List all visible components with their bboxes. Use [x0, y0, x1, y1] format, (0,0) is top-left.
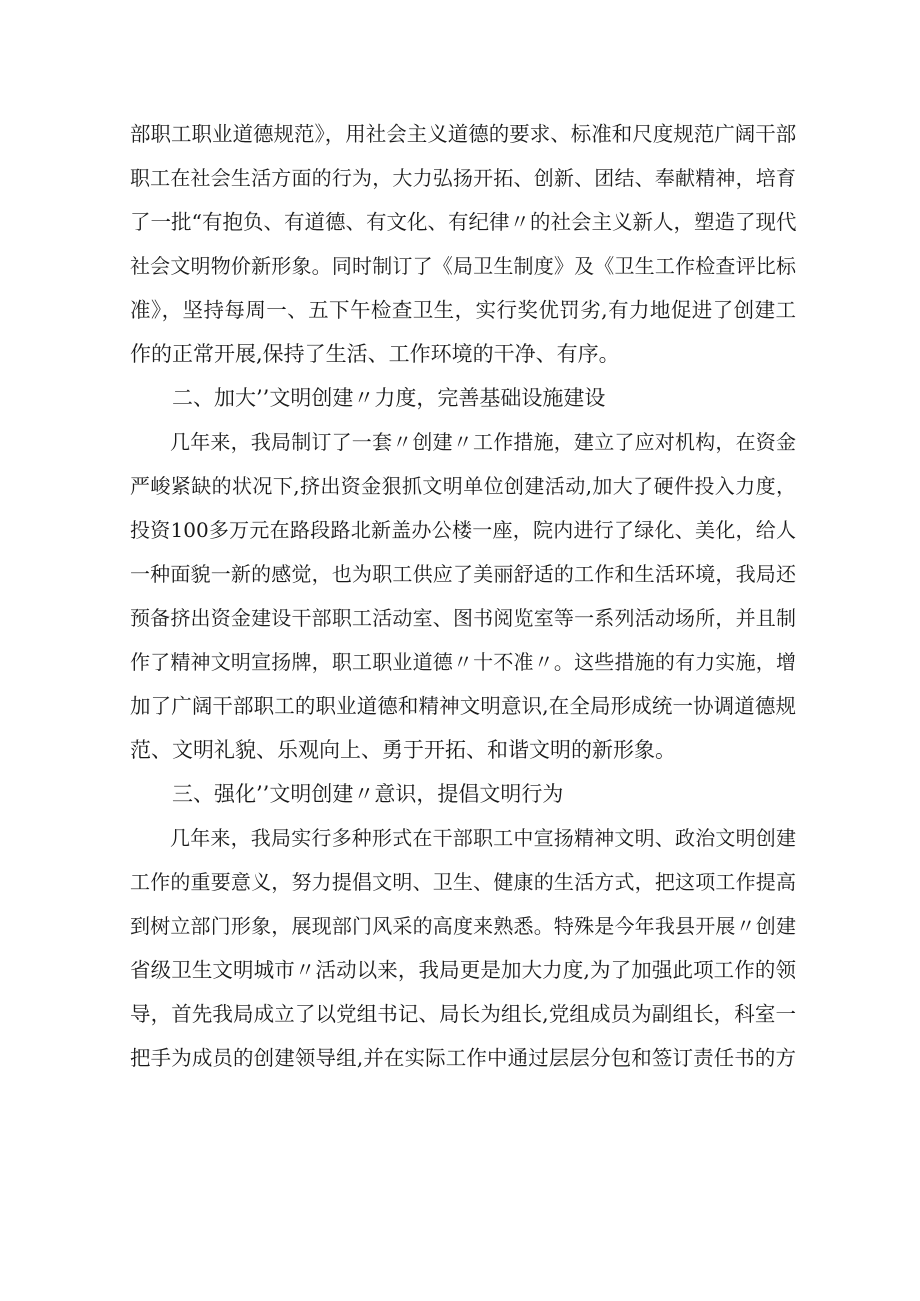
document-body [130, 112, 796, 1080]
text-line: 社会文明物价新形象。同时制订了《局卫生制度》及《卫生工作检查评比标 [130, 254, 796, 278]
text-line: 省级卫生文明城市〃活动以来，我局更是加大力度,为了加强此项工作的领 [130, 958, 796, 982]
text-line: 作的正常开展,保持了生活、工作环境的干净、有序。 [130, 342, 620, 366]
text-line: 了一批“有抱负、有道德、有文化、有纪律〃的社会主义新人，塑造了现代 [130, 210, 797, 234]
text-line: 把手为成员的创建领导组,并在实际工作中通过层层分包和签订责任书的方 [130, 1046, 796, 1070]
text-line: 投资100多万元在路段路北新盖办公楼一座，院内进行了绿化、美化，给人 [130, 518, 796, 542]
text-line: 作了精神文明宣扬牌，职工职业道德〃十不准〃。这些措施的有力实施，增 [130, 650, 796, 674]
section-heading: 二、加大’’文明创建〃力度，完善基础设施建设 [172, 386, 606, 410]
text-line: 到树立部门形象，展现部门风采的高度来熟悉。特殊是今年我县开展〃创建 [130, 914, 796, 938]
text-line: 工作的重要意义，努力提倡文明、卫生、健康的生活方式，把这项工作提高 [130, 870, 796, 894]
text-line: 范、文明礼貌、乐观向上、勇于开拓、和谐文明的新形象。 [130, 738, 676, 762]
text-line: 导，首先我局成立了以党组书记、局长为组长,党组成员为副组长，科室一 [130, 1002, 796, 1026]
text-line: 严峻紧缺的状况下,挤出资金狠抓文明单位创建活动,加大了硬件投入力度， [130, 474, 796, 498]
text-line: 一种面貌一新的感觉，也为职工供应了美丽舒适的工作和生活环境，我局还 [130, 562, 796, 586]
text-line: 部职工职业道德规范》，用社会主义道德的要求、标准和尺度规范广阔干部 [130, 122, 797, 146]
text-line: 加了广阔干部职工的职业道德和精神文明意识,在全局形成统一协调道德规 [130, 694, 796, 718]
text-line: 几年来，我局实行多种形式在干部职工中宣扬精神文明、政治文明创建 [170, 826, 796, 850]
text-line: 职工在社会生活方面的行为，大力弘扬开拓、创新、团结、奉献精神，培育 [130, 166, 796, 190]
text-line: 准》，坚持每周一、五下午检查卫生，实行奖优罚劣,有力地促进了创建工 [130, 298, 796, 322]
section-heading: 三、强化’’文明创建〃意识，提倡文明行为 [172, 782, 564, 806]
text-line: 几年来，我局制订了一套〃创建〃工作措施，建立了应对机构，在资金 [170, 430, 796, 454]
text-line: 预备挤出资金建设干部职工活动室、图书阅览室等一系列活动场所，并且制 [130, 606, 796, 630]
